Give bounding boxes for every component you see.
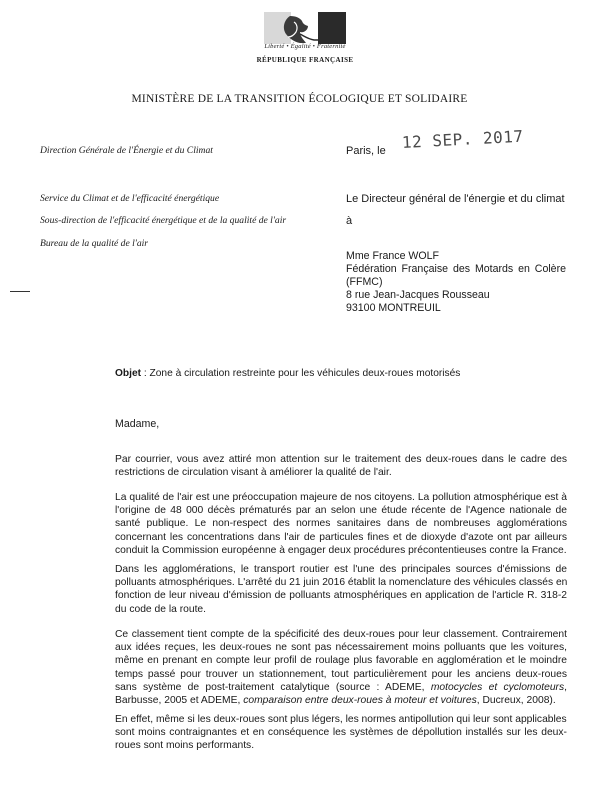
- date-stamp: 12 SEP. 2017: [401, 126, 524, 152]
- salutation: Madame,: [115, 418, 160, 430]
- paragraph-line: roues sont moins performants.: [115, 740, 255, 752]
- paragraph-line: du code de la route.: [115, 603, 207, 615]
- recipient-org: Fédération Française des Motards en Colère: [346, 263, 566, 275]
- recipient-street: 8 rue Jean-Jacques Rousseau: [346, 289, 490, 301]
- sender-title: Le Directeur général de l'énergie et du climat: [346, 193, 565, 205]
- paragraph-line: l'origine de 48 000 décès prématurés par an selon une étude récente de l'Agence nationale de: [115, 505, 567, 517]
- paragraph-text: Barbusse, 2005 et ADEME,: [115, 695, 244, 707]
- paragraph-line: santé publique. Le non-respect des normes sanitaires dans de nombreuses agglomérations: [115, 518, 567, 530]
- subject-text: : Zone à circulation restreinte pour les véhicules deux-roues motorisés: [141, 368, 461, 379]
- paragraph-1: [115, 453, 567, 479]
- ministry-title: MINISTÈRE DE LA TRANSITION ÉCOLOGIQUE ET SOLIDAIRE: [131, 93, 468, 105]
- paragraph-line: fonction de leur niveau d'émission de polluants atmosphériques en application de l'article R. 318-2: [115, 590, 567, 602]
- recipient-name: Mme France WOLF: [346, 250, 440, 262]
- source-title: comparaison entre deux-roues à moteur et voitures: [243, 695, 477, 707]
- paragraph-line: concernant les concentrations dans l'air de particules fines et de dioxyde d'azote ont par ailleurs: [115, 531, 567, 543]
- paragraph-line: conduit la Commission européenne à engager deux procédures précontentieuses contre la France.: [115, 544, 567, 556]
- paragraph-line: Dans les agglomérations, le transport routier est l'une des principales sources d'émissions de: [115, 564, 567, 575]
- paragraph-line: même en prenant en compte leur profil de roulage plus favorable en agglomération et le moindre: [115, 655, 567, 667]
- source-title: motocycles et cyclomoteurs: [430, 681, 565, 693]
- paragraph-line: [115, 681, 567, 694]
- paragraph-line: polluants atmosphériques. L'arrêté du 21 juin 2016 établit la nomenclature des véhicules classés en: [115, 577, 568, 589]
- paragraph-line: En effet, même si les deux-roues sont plus légers, les normes antipollution qui leur sont applicables: [115, 714, 567, 725]
- paragraph-line: Ce classement tient compte de la spécificité des deux-roues pour leur classement. Contrairement: [115, 629, 567, 640]
- paragraph-text: ,: [564, 681, 567, 693]
- fold-mark: [10, 291, 30, 292]
- paragraph-4: [115, 628, 567, 707]
- republic-motto: Liberté • Égalité • Fraternité: [264, 43, 346, 50]
- paragraph-line: temps passé pour trouver un stationnement, tout particulièrement pour les anciens deux-roues: [115, 668, 567, 680]
- paragraph-line: [115, 694, 567, 707]
- direction-label: Direction Générale de l'Énergie et du Climat: [40, 145, 213, 156]
- service-label: Service du Climat et de l'efficacité énergétique: [40, 193, 220, 204]
- paragraph-5: [115, 713, 567, 753]
- paragraph-line: sont moins contraignantes et en conséquence les systèmes de dépollution installés sur les deux-: [115, 727, 567, 739]
- paragraph-2: [115, 491, 567, 557]
- recipient-org-acronym: (FFMC): [346, 276, 383, 288]
- paragraph-text: sans système de post-traitement catalytique (source : ADEME,: [115, 681, 431, 693]
- sous-direction-label: Sous-direction de l'efficacité énergétique et de la qualité de l'air: [40, 215, 287, 226]
- to-word: à: [346, 215, 353, 227]
- republic-name: RÉPUBLIQUE FRANÇAISE: [256, 56, 354, 64]
- paragraph-3: [115, 563, 567, 616]
- subject-line: [115, 368, 460, 379]
- paragraph-line: restrictions de circulation visant à améliorer la qualité de l'air.: [115, 467, 392, 479]
- subject-label: Objet: [115, 368, 142, 379]
- bureau-label: Bureau de la qualité de l'air: [40, 238, 149, 249]
- paragraph-line: aux idées reçues, les deux-roues ne sont pas nécessairement moins polluants que les voitures,: [115, 642, 567, 654]
- paragraph-text: , Ducreux, 2008).: [476, 695, 556, 707]
- recipient-city: 93100 MONTREUIL: [346, 302, 441, 314]
- paragraph-line: Par courrier, vous avez attiré mon attention sur le traitement des deux-roues dans le cadre des: [115, 454, 567, 465]
- paragraph-line: La qualité de l'air est une préoccupation majeure de nos citoyens. La pollution atmosphérique est à: [115, 492, 567, 503]
- place-label: Paris, le: [346, 145, 386, 157]
